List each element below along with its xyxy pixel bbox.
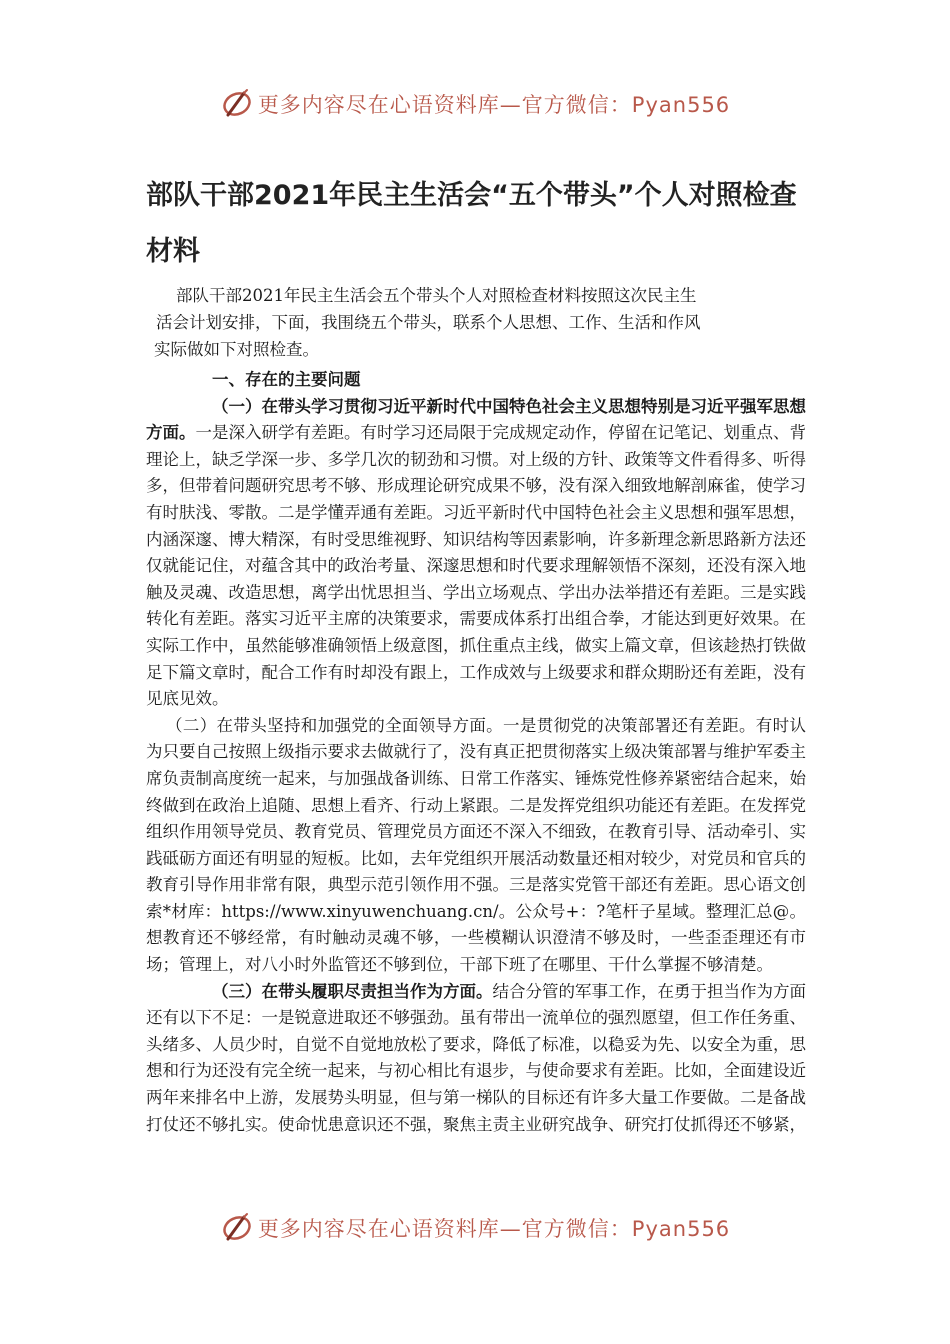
intro-line: 实际做如下对照检查。 bbox=[154, 340, 319, 359]
banner-text: 更多内容尽在心语资料库—官方微信：Pyan556 bbox=[257, 93, 731, 117]
section-1-paragraph bbox=[146, 394, 806, 713]
intro-line: 部队干部2021年民主生活会五个带头个人对照检查材料按照这次民主生 bbox=[176, 286, 697, 305]
document-body bbox=[146, 367, 806, 1138]
document-title: 部队干部2021年民主生活会“五个带头”个人对照检查材料 bbox=[146, 180, 797, 267]
intro-paragraph bbox=[146, 282, 806, 363]
footer-banner bbox=[0, 1208, 950, 1248]
banner-text: 更多内容尽在心语资料库—官方微信：Pyan556 bbox=[257, 1217, 731, 1241]
section-heading: 一、存在的主要问题 bbox=[212, 370, 361, 389]
section-1-body: 一是深入研学有差距。有时学习还局限于完成规定动作，停留在记笔记、划重点、背理论上，缺乏学深一步、多学几次的韧劲和习惯。对上级的方针、政策等文件看得多、听得多，但带着问题研究思考不够、形成理论研究成果不够，没有深入细致地解剖麻雀，使学习有时肤浅、零散。二是学懂弄通有差距。习近平新时代中国特色社会主义思想和强军思想，内涵深邃、博大精深，有时受思维视野、知识结构等因素影响，许多新理念新思路新方法还仅就能记住，对蕴含其中的政治考量、深邃思想和时代要求理解领悟不深刻，还没有深入地触及灵魂、改造思想，离学出忧思担当、学出立场观点、学出办法举措还有差距。三是实践转化有差距。落实习近平主席的决策要求，需要成体系打出组合拳，才能达到更好效果。在实际工作中，虽然能够准确领悟上级意图，抓住重点主线，做实上篇文章，但该趁热打铁做足下篇文章时，配合工作有时却没有跟上，工作成效与上级要求和群众期盼还有差距，没有见底见效。 bbox=[146, 423, 806, 709]
section-1-heading: （一）在带头学习贯彻习近平新时代中国特色社会主义思想特别是习近平强军思想方面。 bbox=[146, 396, 806, 443]
pen-swirl-logo-icon bbox=[220, 87, 254, 121]
section-2-paragraph: （二）在带头坚持和加强党的全面领导方面。一是贯彻党的决策部署还有差距。有时认为只要自己按照上级指示要求去做就行了，没有真正把贯彻落实上级决策部署与维护军委主席负责制高度统一起来，与加强战备训练、日常工作落实、锤炼党性修养紧密结合起来，始终做到在政治上追随、思想上看齐、行动上紧跟。二是发挥党组织功能还有差距。在发挥党组织作用领导党员、教育党员、管理党员方面还不深入不细致，在教育引导、活动牵引、实践砥砺方面还有明显的短板。比如，去年党组织开展活动数量还相对较少，对党员和官兵的教育引导作用非常有限，典型示范引领作用不强。三是落实党管干部还有差距。思心语文创索*材库：https://www.xinyuwenchuang.cn/。公众号+：?笔杆子星域。整理汇总@。想教育还不够经常，有时触动灵魂不够，一些模糊认识澄清不够及时，一些歪歪理还有市场；管理上，对八小时外监管还不够到位，干部下班了在哪里、干什么掌握不够清楚。 bbox=[146, 715, 806, 975]
header-banner bbox=[0, 84, 950, 124]
intro-line: 活会计划安排，下面，我围绕五个带头，联系个人思想、工作、生活和作风 bbox=[156, 313, 701, 332]
section-3-heading: （三）在带头履职尽责担当作为方面。 bbox=[212, 981, 493, 1001]
pen-swirl-logo-icon bbox=[220, 1211, 254, 1245]
section-3-paragraph bbox=[146, 979, 806, 1139]
section-3-body: 结合分管的军事工作，在勇于担当作为方面还有以下不足：一是锐意进取还不够强劲。虽有带出一流单位的强烈愿望，但工作任务重、头绪多、人员少时，自觉不自觉地放松了要求，降低了标准，以稳妥为先、以安全为重，思想和行为还没有完全统一起来，与初心相比有退步，与使命要求有差距。比如，全面建设近两年来排名中上游，发展势头明显，但与第一梯队的目标还有许多大量工作要做。二是备战打仗还不够扎实。使命忧患意识还不强，聚焦主责主业研究战争、研究打仗抓得还不够紧， bbox=[146, 981, 806, 1134]
